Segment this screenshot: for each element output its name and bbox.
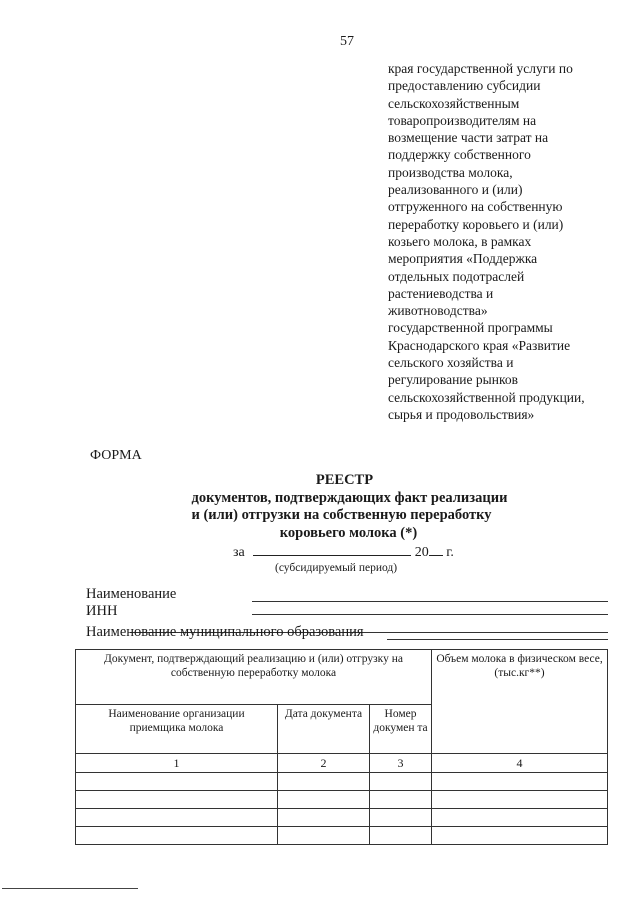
header-line: края государственной услуги по (388, 61, 573, 76)
table-cell[interactable] (76, 773, 278, 791)
table-cell[interactable] (432, 791, 608, 809)
title-line: документов, подтверждающих факт реализации (191, 489, 508, 506)
period-blank[interactable] (253, 543, 411, 556)
table-cell[interactable] (278, 773, 370, 791)
group-header-cell: Документ, подтверждающий реализацию и (или) отгрузку на собственную переработку молока (76, 650, 432, 705)
table-cell[interactable] (370, 773, 432, 791)
table-header-row (76, 650, 608, 705)
registry-table (75, 649, 608, 845)
date-header-cell: Дата документа (278, 705, 370, 754)
header-line: сельского хозяйства и (388, 355, 514, 371)
header-line: Краснодарского края «Развитие (388, 337, 571, 353)
table-cell[interactable] (76, 827, 278, 845)
title-line: РЕЕСТР (315, 472, 374, 488)
header-line: товаропроизводителям на (388, 112, 537, 128)
table-cell[interactable] (278, 827, 370, 845)
footnote-separator (2, 888, 138, 889)
title-line: коровьего молока (*) (279, 524, 418, 541)
header-line: животноводства» (388, 303, 488, 319)
header-line: мероприятия «Поддержка (388, 251, 538, 267)
form-label: ФОРМА (90, 448, 142, 463)
name-field-line-2[interactable] (252, 614, 608, 615)
period-prefix: за (233, 545, 245, 560)
table-cell[interactable] (432, 773, 608, 791)
document-title (0, 472, 639, 542)
title-line: и (или) отгрузки на собственную переработку (191, 507, 492, 523)
table-cell[interactable] (278, 809, 370, 827)
column-number: 4 (432, 754, 608, 773)
year-blank[interactable] (429, 543, 443, 556)
header-line: предоставлению субсидии (388, 78, 541, 94)
header-line: реализованного и (или) (388, 182, 523, 198)
approval-header (388, 60, 618, 423)
column-number: 3 (370, 754, 432, 773)
table-cell[interactable] (432, 827, 608, 845)
period-hint: (субсидируемый период) (275, 562, 398, 574)
year-prefix: 20 (414, 545, 429, 560)
column-number: 2 (278, 754, 370, 773)
volume-header-cell: Объем молока в физическом весе, (тыс.кг**) (432, 650, 608, 754)
header-line: козьего молока, в рамках (388, 233, 532, 249)
table-cell[interactable] (432, 809, 608, 827)
period-row (233, 543, 454, 561)
number-header-cell: Номер докумен та (370, 705, 432, 754)
table-cell[interactable] (370, 809, 432, 827)
municipality-label: Наименование муниципального образования (86, 624, 364, 640)
header-line: производства молока, (388, 164, 513, 180)
org-header-cell: Наименование организации приемщика молока (76, 705, 278, 754)
header-line: растениеводства и (388, 285, 494, 301)
table-cell[interactable] (278, 791, 370, 809)
page-number: 57 (340, 34, 354, 49)
inn-label: ИНН (86, 603, 118, 619)
table-row (76, 809, 608, 827)
header-line: отгруженного на собственную (388, 199, 563, 215)
name-label: Наименование (86, 586, 177, 602)
year-suffix: г. (446, 545, 454, 560)
table-cell[interactable] (370, 791, 432, 809)
header-line: сельскохозяйственным (388, 95, 520, 111)
table-row (76, 791, 608, 809)
column-number: 1 (76, 754, 278, 773)
header-line: регулирование рынков (388, 372, 518, 388)
header-line: сельскохозяйственной продукции, (388, 389, 585, 405)
header-line: отдельных подотраслей (388, 268, 525, 284)
header-line: государственной программы (388, 320, 553, 336)
header-line: переработку коровьего и (или) (388, 216, 564, 232)
column-numbers-row (76, 754, 608, 773)
table-row (76, 827, 608, 845)
table-cell[interactable] (76, 791, 278, 809)
municipality-field-line[interactable] (387, 639, 608, 640)
header-line: возмещение части затрат на (388, 130, 549, 146)
table-row (76, 773, 608, 791)
table-cell[interactable] (370, 827, 432, 845)
header-line: сырья и продовольствия» (388, 406, 535, 422)
table-cell[interactable] (76, 809, 278, 827)
header-line: поддержку собственного (388, 147, 531, 163)
name-field-line[interactable] (252, 601, 608, 602)
